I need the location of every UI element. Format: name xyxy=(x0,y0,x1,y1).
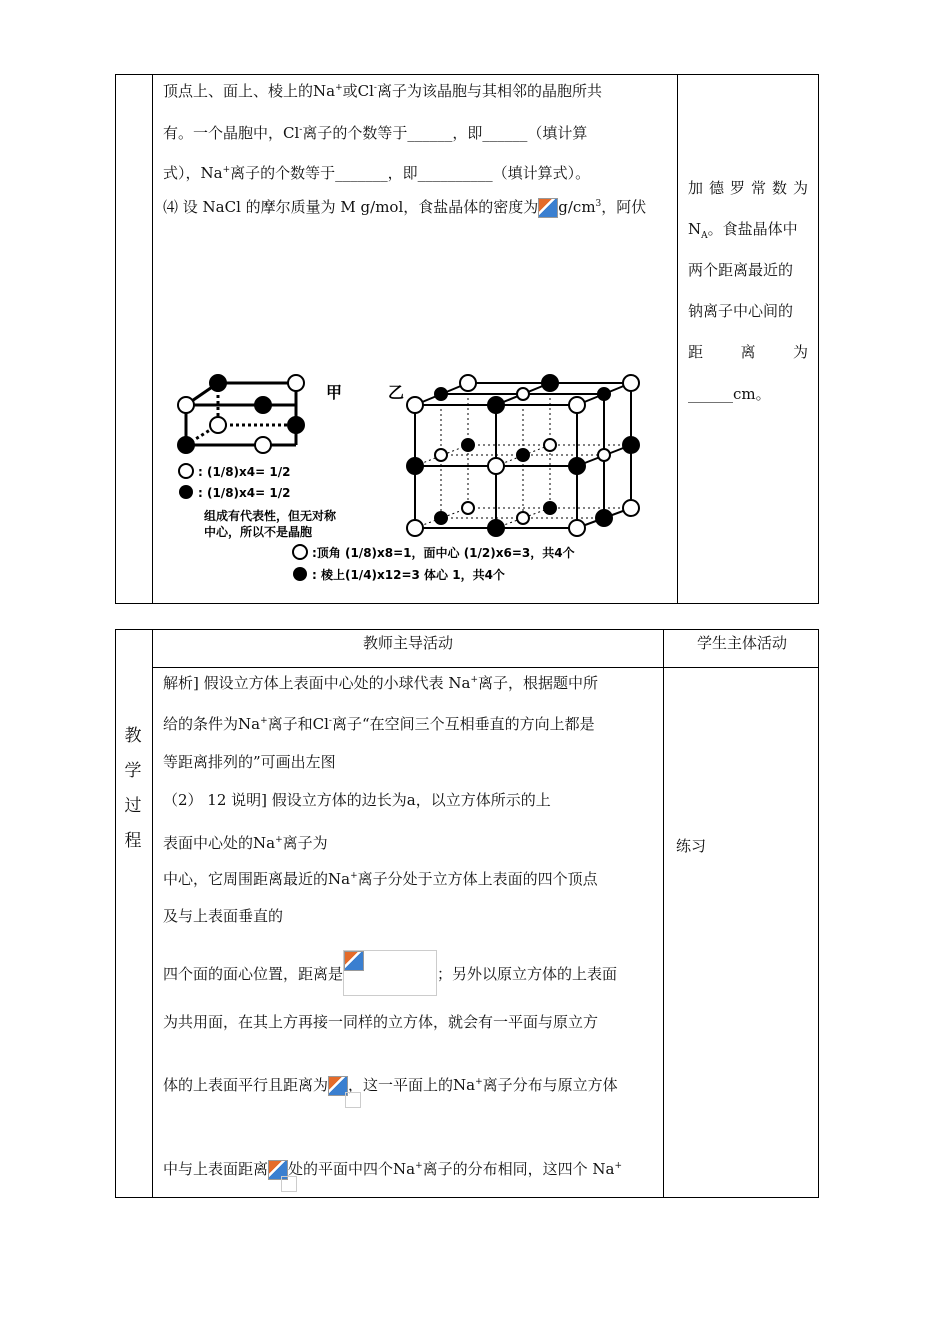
legend-2: : (1/8)x4= 1/2 xyxy=(198,486,291,500)
header-student: 学生主体活动 xyxy=(696,634,787,652)
formula-box-small xyxy=(281,1176,297,1192)
header-teacher: 教师主导活动 xyxy=(362,634,453,652)
atom-black xyxy=(255,397,271,413)
side-cell xyxy=(678,75,819,604)
atom-black xyxy=(517,449,529,461)
t2-line-9: 为共用面，在其上方再接一同样的立方体，就会有一平面与原立方 xyxy=(163,1013,599,1031)
atom-black xyxy=(488,520,504,536)
formula-box-small xyxy=(345,1092,361,1108)
atom-white xyxy=(460,375,476,391)
atom-black xyxy=(488,397,504,413)
atom-white xyxy=(569,397,585,413)
t2-line-7: 及与上表面垂直的 xyxy=(163,907,284,925)
atom-black xyxy=(544,502,556,514)
atom-white xyxy=(178,397,194,413)
atom-black xyxy=(435,388,447,400)
atom-white xyxy=(623,375,639,391)
formula-image-icon xyxy=(344,951,364,971)
atom-white xyxy=(210,417,226,433)
small-cube-atoms xyxy=(178,375,304,453)
t2-line-4: （2） 12 说明] 假设立方体的边长为a，以立方体所示的上 xyxy=(163,791,551,809)
atom-black xyxy=(288,417,304,433)
atom-white xyxy=(255,437,271,453)
legend-white-circle xyxy=(179,464,193,478)
atom-white xyxy=(435,449,447,461)
t1-line-3: 式），Na+离子的个数等于_______，即__________（填计算式）。 xyxy=(163,164,591,182)
legend-4: : 棱上(1/4)x12=3 体心 1，共4个 xyxy=(312,568,505,582)
side-line-1: 加 德 罗 常 数 为 xyxy=(688,179,808,197)
side-line-2: $N_A$。食盐晶体中 xyxy=(688,220,798,241)
t1-line-1: 顶点上、面上、棱上的Na+或Cl-离子为该晶胞与其相邻的晶胞所共 xyxy=(163,82,602,100)
side-line-5: 距 离 为 xyxy=(688,343,808,361)
t2-line-8: 四个面的面心位置，距离是 ；另外以原立方体的上表面 xyxy=(163,952,617,998)
side-line-6: ______cm。 xyxy=(688,385,771,403)
atom-white xyxy=(407,397,423,413)
atom-black xyxy=(435,512,447,524)
t2-line-2: 给的条件为Na+离子和Cl-离子“在空间三个互相垂直的方向上都是 xyxy=(163,715,595,733)
t1-line-4: ⑷ 设 NaCl 的摩尔质量为 M g/mol，食盐晶体的密度为 $g/cm^3$，阿伏 xyxy=(163,198,647,216)
crystal-structure-figure xyxy=(168,370,668,590)
atom-white xyxy=(544,439,556,451)
note-2: 中心，所以不是晶胞 xyxy=(204,525,313,539)
teacher-content-cell xyxy=(152,668,664,1198)
atom-black xyxy=(178,437,194,453)
legend-black-circle xyxy=(179,485,193,499)
atom-white xyxy=(462,502,474,514)
atom-white xyxy=(517,388,529,400)
t2-line-11: 中与上表面距离 处的平面中四个Na+离子的分布相同，这四个 Na+ xyxy=(163,1160,623,1178)
legend-3: :顶角 (1/8)x8=1，面中心 (1/2)x6=3，共4个 xyxy=(312,546,575,560)
atom-black xyxy=(462,439,474,451)
t2-line-5: 表面中心处的Na+离子为 xyxy=(163,834,328,852)
atom-black xyxy=(542,375,558,391)
student-content-cell xyxy=(664,668,819,1198)
formula-box-image xyxy=(343,950,437,996)
atom-white xyxy=(569,520,585,536)
left-label-2: 学 xyxy=(124,761,142,781)
t1-line-2: 有。一个晶胞中，Cl-离子的个数等于______，即______（填计算 xyxy=(163,124,588,142)
atom-white xyxy=(488,458,504,474)
atom-white xyxy=(288,375,304,391)
atom-white xyxy=(517,512,529,524)
atom-black xyxy=(623,437,639,453)
big-cube-atoms xyxy=(407,375,639,536)
formula-image-icon xyxy=(538,198,558,218)
student-text: 练习 xyxy=(676,837,707,855)
left-blank-cell xyxy=(116,75,153,604)
side-line-4: 钠离子中心间的 xyxy=(688,302,794,320)
legend-1: : (1/8)x4= 1/2 xyxy=(198,465,291,479)
atom-white xyxy=(623,500,639,516)
left-label-1: 教 xyxy=(124,726,142,746)
left-label-3: 过 xyxy=(124,796,142,816)
legend-white-circle-2 xyxy=(293,545,307,559)
t2-line-3: 等距离排列的”可画出左图 xyxy=(163,753,336,771)
atom-black xyxy=(596,510,612,526)
label-jia: 甲 xyxy=(326,383,343,402)
note-1: 组成有代表性，但无对称 xyxy=(204,509,337,523)
left-label-4: 程 xyxy=(124,831,142,851)
atom-black xyxy=(210,375,226,391)
label-yi: 乙 xyxy=(388,383,405,402)
t2-line-6: 中心，它周围距离最近的Na+离子分处于立方体上表面的四个顶点 xyxy=(163,870,598,888)
atom-black xyxy=(407,458,423,474)
t2-line-10: 体的上表面平行且距离为 ，这一平面上的Na+离子分布与原立方体 xyxy=(163,1076,618,1094)
atom-white xyxy=(407,520,423,536)
left-label-cell xyxy=(116,630,153,1198)
atom-black xyxy=(598,388,610,400)
side-line-3: 两个距离最近的 xyxy=(688,261,794,279)
small-cube-edges xyxy=(186,383,296,445)
atom-black xyxy=(569,458,585,474)
legend-black-circle-2 xyxy=(293,567,307,581)
atom-white xyxy=(598,449,610,461)
t2-line-1: 解析] 假设立方体上表面中心处的小球代表 Na+离子，根据题中所 xyxy=(163,674,599,692)
